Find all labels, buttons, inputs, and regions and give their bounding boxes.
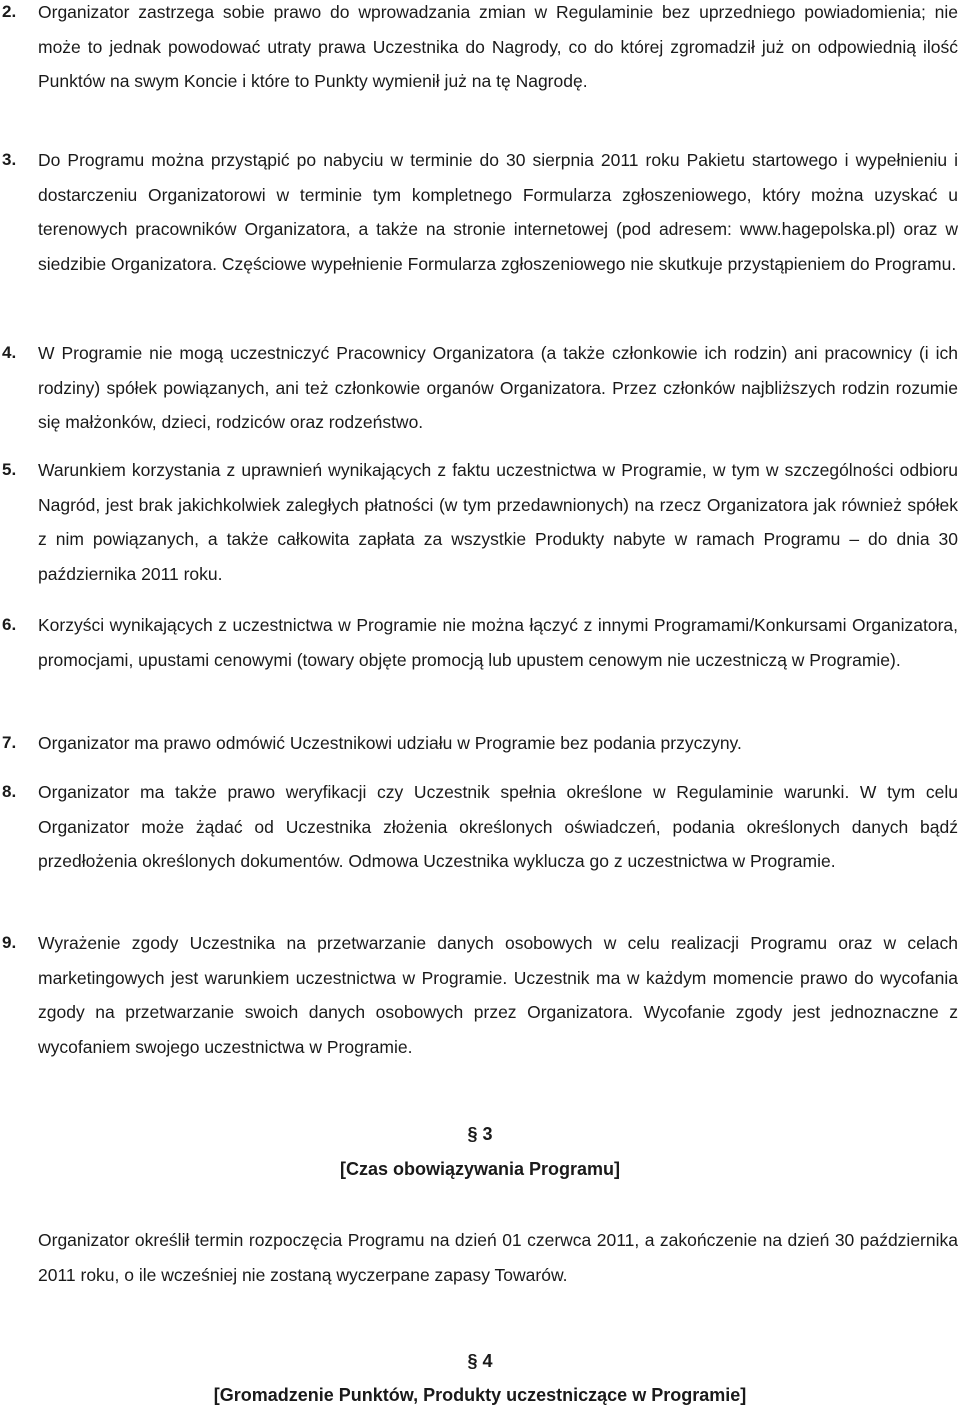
- list-number: 5.: [2, 460, 17, 479]
- list-item-text: Organizator zastrzega sobie prawo do wprowadzania zmian w Regulaminie bez uprzedniego powiadomienia; nie może to jednak powodować utraty prawa Uczestnika do Nagrody, co do której zgromadził już on odpowiednią ilość Punktów na swym Koncie i które to Punkty wymienił już na tę Nagrodę.: [38, 2, 958, 91]
- section-3-number: § 3: [467, 1124, 493, 1144]
- list-item-text: Organizator ma prawo odmówić Uczestnikowi udziału w Programie bez podania przyczyny.: [38, 733, 742, 753]
- list-item-text: W Programie nie mogą uczestniczyć Pracownicy Organizatora (a także członkowie ich rodzin) ani pracownicy (i ich rodziny) spółek powiązanych, ani też członkowie organów Organizatora. Przez członków najbliższych rodzin rozumie się małżonków, dzieci, rodziców oraz rodzeństwo.: [38, 343, 958, 432]
- list-item-text: Do Programu można przystąpić po nabyciu w terminie do 30 sierpnia 2011 roku Pakietu startowego i wypełnieniu i dostarczeniu Organizatorowi w terminie tym kompletnego Formularza zgłoszeniowego, który można uzyskać u terenowych pracowników Organizatora, a także na stronie internetowej (pod adresem: www.hagepolska.pl) oraz w siedzibie Organizatora. Częściowe wypełnienie Formularza zgłoszeniowego nie skutkuje przystąpieniem do Programu.: [38, 150, 958, 274]
- section-4-title: [Gromadzenie Punktów, Produkty uczestniczące w Programie]: [213, 1385, 747, 1405]
- list-number: 8.: [2, 782, 17, 801]
- list-item-text: Organizator ma także prawo weryfikacji czy Uczestnik spełnia określone w Regulaminie warunki. W tym celu Organizator może żądać od Uczestnika złożenia określonych oświadczeń, podania określonych danych bądź przedłożenia określonych dokumentów. Odmowa Uczestnika wyklucza go z uczestnictwa w Programie.: [38, 782, 958, 871]
- list-item-text: Wyrażenie zgody Uczestnika na przetwarzanie danych osobowych w celu realizacji Programu oraz w celach marketingowych jest warunkiem uczestnictwa w Programie. Uczestnik ma w każdym momencie prawo do wycofania zgody na przetwarzanie swoich danych osobowych przez Organizatora. Wycofanie zgody jest jednoznaczne z wycofaniem swojego uczestnictwa w Programie.: [38, 933, 958, 1057]
- list-number: 2.: [2, 2, 17, 21]
- list-number: 3.: [2, 150, 17, 169]
- list-item-text: Korzyści wynikających z uczestnictwa w Programie nie można łączyć z innymi Programami/Konkursami Organizatora, promocjami, upustami cenowymi (towary objęte promocją lub upustem cenowym nie uczestniczą w Programie).: [38, 615, 958, 670]
- list-number: 4.: [2, 343, 17, 362]
- list-number: 9.: [2, 933, 17, 952]
- section-4-number: § 4: [467, 1351, 493, 1371]
- section-3-title: [Czas obowiązywania Programu]: [339, 1159, 621, 1179]
- section-3-paragraph: Organizator określił termin rozpoczęcia Programu na dzień 01 czerwca 2011, a zakończenie na dzień 30 października 2011 roku, o ile wcześniej nie zostaną wyczerpane zapasy Towarów.: [38, 1230, 958, 1285]
- list-item-text: Warunkiem korzystania z uprawnień wynikających z faktu uczestnictwa w Programie, w tym w szczególności odbioru Nagród, jest brak jakichkolwiek zaległych płatności (w tym przedawnionych) na rzecz Organizatora jak również spółek z nim powiązanych, a także całkowita zapłata za wszystkie Produkty nabyte w ramach Programu – do dnia 30 października 2011 roku.: [38, 460, 958, 584]
- list-number: 7.: [2, 733, 17, 752]
- list-number: 6.: [2, 615, 17, 634]
